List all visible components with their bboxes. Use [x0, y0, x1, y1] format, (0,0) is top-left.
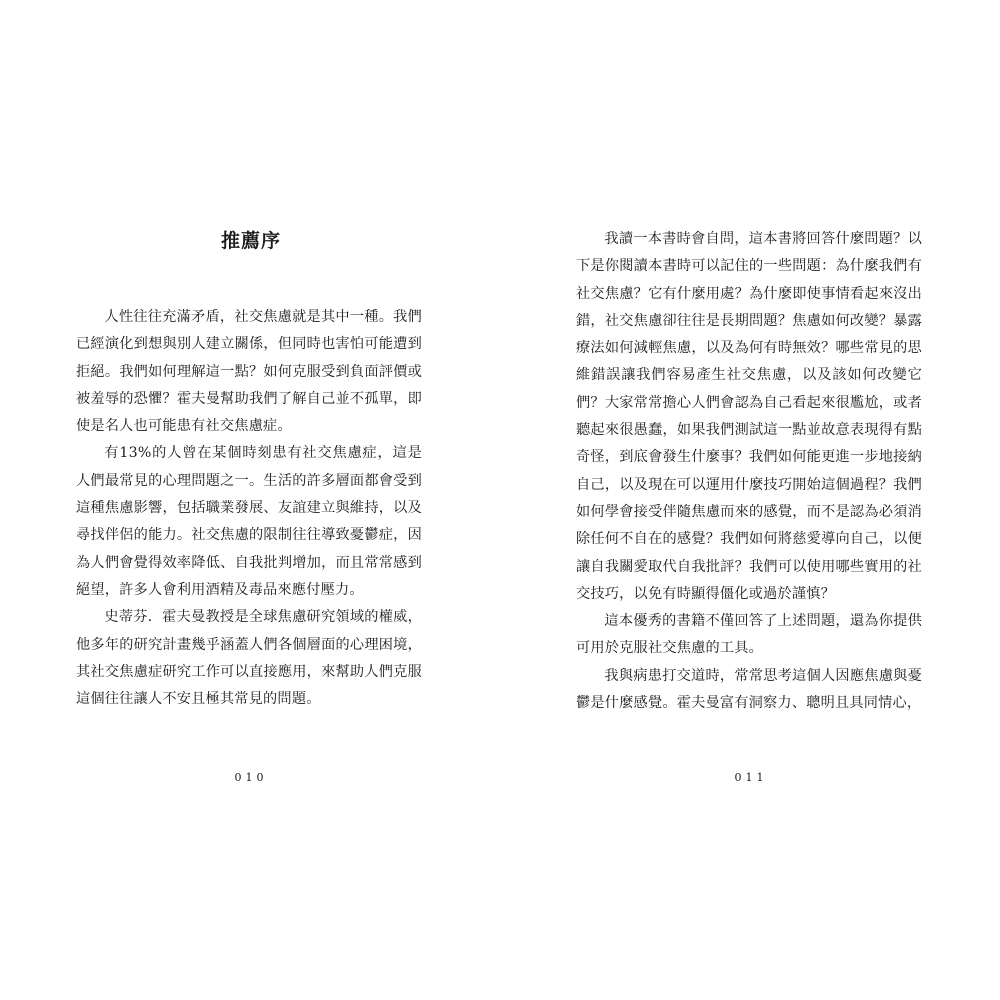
paragraph: 人性往往充滿矛盾，社交焦慮就是其中一種。我們已經演化到想與別人建立關係，但同時也害怕可能遭到拒絕。我們如何理解這一點？如何克服受到負面評價或被羞辱的恐懼？霍夫曼幫助我們了解自己並不孤單，即使是名人也可能患有社交焦慮症。 — [76, 309, 422, 435]
paragraph: 我與病患打交道時，常常思考這個人因應焦慮與憂鬱是什麼感覺。霍夫曼富有洞察力、聰明且具同情心， — [576, 667, 922, 712]
left-page — [76, 0, 426, 1000]
left-page-body — [76, 304, 422, 713]
paragraph: 有13%的人曾在某個時刻患有社交焦慮症，這是人們最常見的心理問題之一。生活的許多層面都會受到這種焦慮影響，包括職業發展、友誼建立與維持，以及尋找伴侶的能力。社交焦慮的限制往往導致憂鬱症，因為人們會覺得效率降低、自我批判增加，而且常常感到絕望，許多人會利用酒精及毒品來應付壓力。 — [76, 445, 422, 598]
paragraph: 史蒂芬．霍夫曼教授是全球焦慮研究領域的權威，他多年的研究計畫幾乎涵蓋人們各個層面的心理困境，其社交焦慮症研究工作可以直接應用，來幫助人們克服這個往往讓人不安且極其常見的問題。 — [76, 609, 422, 708]
paragraph: 這本優秀的書籍不僅回答了上述問題，還為你提供可用於克服社交焦慮的工具。 — [576, 613, 922, 657]
chapter-title: 推薦序 — [220, 230, 281, 252]
page-number: 011 — [734, 771, 768, 784]
paragraph: 我讀一本書時會自問，這本書將回答什麼問題？以下是你閱讀本書時可以記住的一些問題：為什麼我們有社交焦慮？它有什麼用處？為什麼即使事情看起來沒出錯，社交焦慮卻往往是長期問題？焦慮如何改變？暴露療法如何減輕焦慮，以及為何有時無效？哪些常見的思維錯誤讓我們容易產生社交焦慮，以及該如何改變它們？大家常常擔心人們會認為自己看起來很尷尬，或者聽起來很愚蠢，如果我們測試這一點並故意表現得有點奇怪，到底會發生什麼事？我們如何能更進一步地接納自己，以及現在可以運用什麼技巧開始這個過程？我們如何學會接受伴隨焦慮而來的感覺，而不是認為必須消除任何不自在的感覺？我們如何將慈愛導向自己，以便讓自我關愛取代自我批評？我們可以使用哪些實用的社交技巧，以免有時顯得僵化或過於謹慎？ — [576, 231, 922, 602]
page-number: 010 — [234, 771, 268, 784]
right-page-body — [576, 226, 922, 717]
right-page — [576, 0, 926, 1000]
